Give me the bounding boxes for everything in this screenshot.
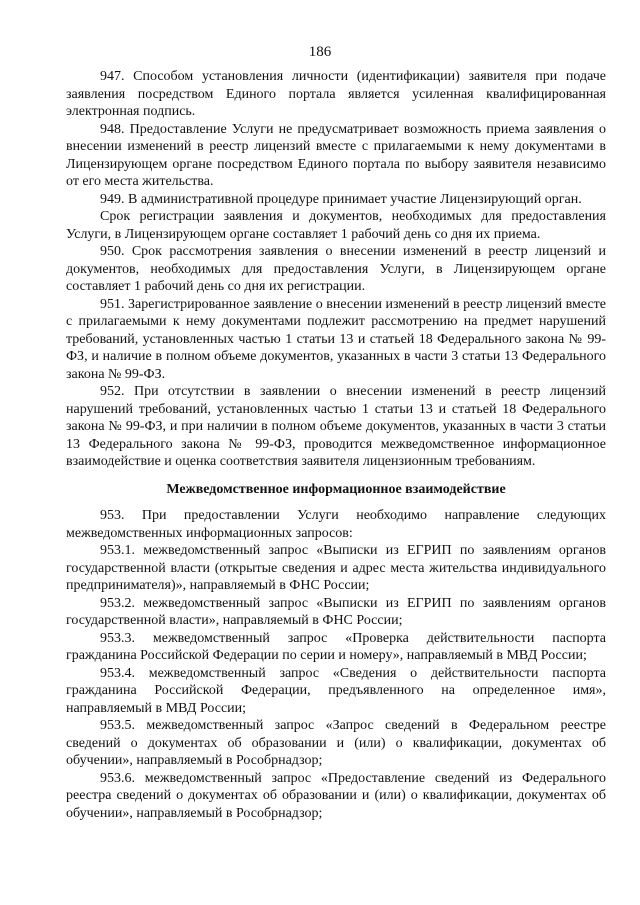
paragraph-947: 947. Способом установления личности (идентификации) заявителя при подаче заявления посредством Единого портала является усиленная квалифицированная электронная подпись.: [66, 69, 606, 119]
document-body: [66, 68, 606, 822]
paragraph-registration-term: Срок регистрации заявления и документов, необходимых для предоставления Услуги, в Лицензирующем органе составляет 1 рабочий день со дня их приема.: [66, 209, 606, 242]
paragraph-949: 949. В административной процедуре принимает участие Лицензирующий орган.: [100, 191, 582, 207]
paragraph-950: 950. Срок рассмотрения заявления о внесении изменений в реестр лицензий и документов, необходимых для предоставления Услуги, в Лицензирующем органе составляет 1 рабочий день со дня их регистрации.: [66, 244, 606, 294]
paragraph-953-2: 953.2. межведомственный запрос «Выписки из ЕГРИП по заявлениям органов государственной власти», направляемый в ФНС России;: [66, 595, 606, 628]
paragraph-952: 952. При отсутствии в заявлении о внесении изменений в реестр лицензий нарушений требований, установленных частью 1 статьи 13 и статьей 18 Федерального закона № 99-ФЗ, и при наличии в полном объеме документов, указанных в части 3 статьи 13 Федерального закона № 99-ФЗ, проводится межведомственное информационное взаимодействие и оценка соответствия заявителя лицензионным требованиям.: [66, 384, 606, 469]
paragraph-953-5: 953.5. межведомственный запрос «Запрос сведений в Федеральном реестре сведений о документах об образовании и (или) о квалификации, документах об обучении», направляемый в Рособрнадзор;: [66, 718, 606, 768]
section-heading: Межведомственное информационное взаимодействие: [166, 481, 506, 497]
paragraph-953: 953. При предоставлении Услуги необходимо направление следующих межведомственных информационных запросов:: [66, 508, 606, 541]
paragraph-953-3: 953.3. межведомственный запрос «Проверка действительности паспорта гражданина Российской Федерации по серии и номеру», направляемый в МВД России;: [66, 630, 606, 663]
paragraph-951: 951. Зарегистрированное заявление о внесении изменений в реестр лицензий вместе с прилагаемыми к нему документами подлежит рассмотрению на предмет нарушений требований, установленных частью 1 статьи 13 и статьей 18 Федерального закона № 99-ФЗ, и наличие в полном объеме документов, указанных в части 3 статьи 13 Федерального закона № 99-ФЗ.: [66, 296, 606, 382]
paragraph-948: 948. Предоставление Услуги не предусматривает возможность приема заявления о внесении изменений в реестр лицензий вместе с прилагаемыми к нему документами в Лицензирующем органе посредством Единого портала по выбору заявителя независимо от его места жительства.: [66, 121, 606, 189]
paragraph-953-4: 953.4. межведомственный запрос «Сведения о действительности паспорта гражданина Российской Федерации, предъявленного на определенное имя», направляемый в МВД России;: [66, 665, 606, 716]
paragraph-953-1: 953.1. межведомственный запрос «Выписки из ЕГРИП по заявлениям органов государственной власти (открытые сведения и адрес места жительства индивидуального предпринимателя)», направляемый в ФНС России;: [66, 543, 606, 593]
page-number: 186: [308, 44, 332, 60]
paragraph-953-6: 953.6. межведомственный запрос «Предоставление сведений из Федерального реестра сведений о документах об образовании и (или) о квалификации, документах об обучении», направляемый в Рособрнадзор;: [66, 770, 606, 821]
